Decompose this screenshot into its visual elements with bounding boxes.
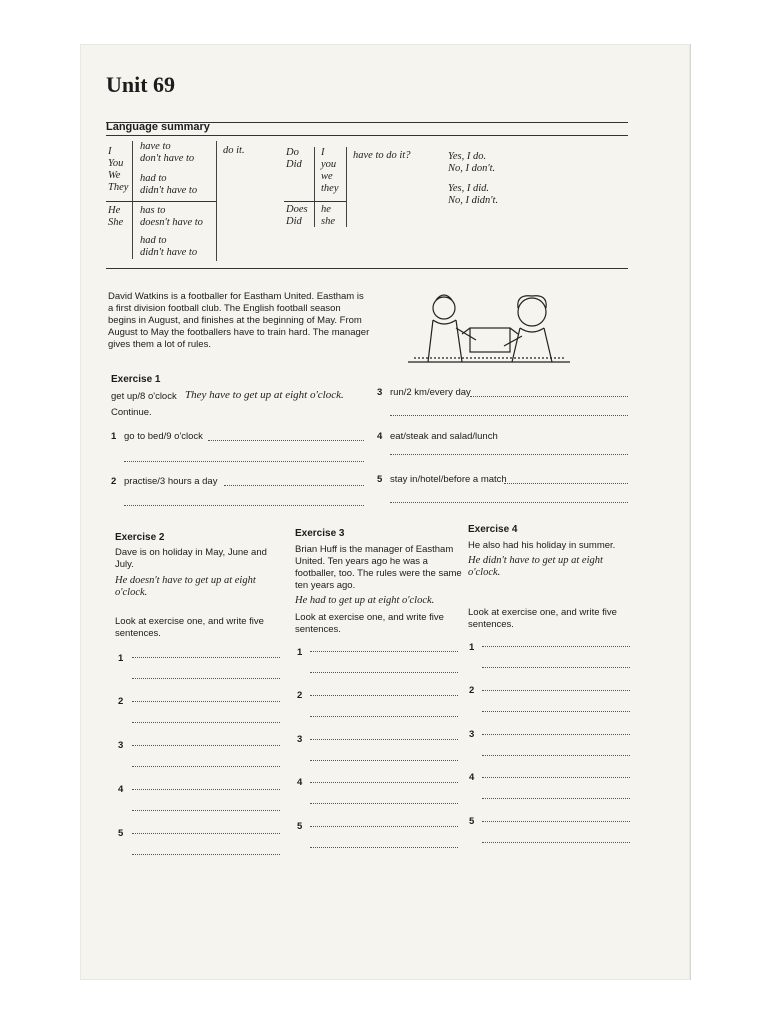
answer-line[interactable] (482, 690, 630, 691)
exercise2-text: Dave is on holiday in May, June and July. (115, 547, 267, 570)
exercise2-title: Exercise 2 (115, 532, 165, 543)
answer-line[interactable] (482, 821, 630, 822)
exercise2-number: 5 (118, 828, 124, 839)
exercise4-instruction: Look at exercise one, and write five sentences. (468, 607, 617, 630)
exercise1-item-prompt: run/2 km/every day (390, 387, 471, 398)
summary-bottom-rule (106, 268, 628, 269)
unit-title: Unit 69 (106, 72, 176, 97)
answer-line[interactable] (132, 854, 280, 855)
workbook-page (80, 44, 691, 980)
forms-past: had to didn't have to (140, 173, 198, 196)
summary-header-rule (106, 135, 628, 136)
exercise1-item-number: 5 (377, 474, 383, 485)
exercise4-text: He also had his holiday in summer. (468, 540, 616, 551)
footballers-illustration (406, 288, 572, 372)
exercise3-text: Brian Huff is the manager of Eastham United. Ten years ago he was a footballer, too. The rules were the same ten years ago. (295, 544, 462, 591)
exercise4-title: Exercise 4 (468, 524, 518, 535)
answer-line[interactable] (310, 739, 458, 740)
exercise3-number: 5 (297, 821, 303, 832)
answer-line[interactable] (310, 826, 458, 827)
intro-paragraph: David Watkins is a footballer for Eastham United. Eastham is a first division football club. The English football season begins in August, and finishes at the beginning of May. From August to May the footballers have to train hard. The manager gives them a lot of rules. (108, 291, 370, 350)
exercise2-number: 3 (118, 740, 124, 751)
grammar-divider (346, 147, 347, 227)
exercise2-number: 2 (118, 696, 124, 707)
answer-line[interactable] (224, 485, 364, 486)
answer-line[interactable] (390, 415, 628, 416)
exercise1-continue: Continue. (111, 407, 152, 418)
answer-line[interactable] (390, 454, 628, 455)
exercise4-number: 1 (469, 642, 475, 653)
answer-line[interactable] (310, 716, 458, 717)
question-pronouns-singular: he she (321, 204, 335, 227)
exercise2-number: 1 (118, 653, 124, 664)
answer-line[interactable] (208, 440, 364, 441)
exercise1-item-prompt: go to bed/9 o'clock (124, 431, 203, 442)
answer-line[interactable] (470, 396, 628, 397)
answer-line[interactable] (504, 483, 628, 484)
exercise4-number: 5 (469, 816, 475, 827)
exercise3-example: He had to get up at eight o'clock. (295, 595, 435, 606)
forms-present: have to don't have to (140, 141, 195, 164)
exercise3-title: Exercise 3 (295, 528, 345, 539)
answer-line[interactable] (132, 833, 280, 834)
answer-line[interactable] (132, 701, 280, 702)
exercise4-example: He didn't have to get up at eight o'clock. (468, 555, 603, 578)
exercise1-item-prompt: stay in/hotel/before a match (390, 474, 507, 485)
answer-line[interactable] (132, 722, 280, 723)
answer-line[interactable] (482, 798, 630, 799)
answer-line[interactable] (482, 646, 630, 647)
answer-line[interactable] (310, 651, 458, 652)
summary-mid-rule (106, 201, 216, 202)
answer-line[interactable] (482, 734, 630, 735)
answer-line[interactable] (310, 672, 458, 673)
exercise1-item-number: 1 (111, 431, 117, 442)
short-answers-past: Yes, I did. No, I didn't. (448, 183, 499, 206)
short-answers-present: Yes, I do. No, I don't. (448, 151, 496, 174)
exercise2-number: 4 (118, 784, 124, 795)
answer-line[interactable] (482, 777, 630, 778)
answer-line[interactable] (132, 678, 280, 679)
forms-present-singular: has to doesn't have to (140, 205, 203, 228)
answer-line[interactable] (310, 760, 458, 761)
answer-line[interactable] (132, 810, 280, 811)
exercise4-number: 2 (469, 685, 475, 696)
exercise4-number: 4 (469, 772, 475, 783)
answer-line[interactable] (482, 667, 630, 668)
exercise3-instruction: Look at exercise one, and write five sentences. (295, 612, 444, 635)
answer-line[interactable] (482, 755, 630, 756)
exercise3-number: 3 (297, 734, 303, 745)
verb-statement: do it. (223, 145, 245, 156)
grammar-divider (216, 141, 217, 261)
exercise1-item-number: 2 (111, 476, 117, 487)
exercise1-title: Exercise 1 (111, 374, 161, 385)
answer-line[interactable] (124, 461, 364, 462)
answer-line[interactable] (310, 782, 458, 783)
answer-line[interactable] (132, 789, 280, 790)
question-aux-singular: Does Did (286, 204, 308, 227)
exercise1-item-number: 3 (377, 387, 383, 398)
summary-top-rule (106, 122, 628, 123)
exercise1-item-prompt: eat/steak and salad/lunch (390, 431, 498, 442)
exercise1-item-number: 4 (377, 431, 383, 442)
answer-line[interactable] (310, 803, 458, 804)
answer-line[interactable] (132, 657, 280, 658)
exercise2-instruction: Look at exercise one, and write five sentences. (115, 616, 264, 639)
exercise3-number: 4 (297, 777, 303, 788)
question-pronouns: I you we they (321, 147, 339, 194)
answer-line[interactable] (310, 847, 458, 848)
exercise3-number: 2 (297, 690, 303, 701)
grammar-divider (132, 141, 133, 259)
summary-mid-rule (284, 201, 346, 202)
answer-line[interactable] (124, 505, 364, 506)
subjects-singular: He She (108, 205, 124, 228)
exercise1-example-answer: They have to get up at eight o'clock. (185, 389, 344, 401)
question-aux: Do Did (286, 147, 302, 170)
answer-line[interactable] (132, 766, 280, 767)
exercise4-number: 3 (469, 729, 475, 740)
answer-line[interactable] (132, 745, 280, 746)
exercise3-number: 1 (297, 647, 303, 658)
answer-line[interactable] (390, 502, 628, 503)
answer-line[interactable] (482, 842, 630, 843)
grammar-divider (314, 147, 315, 227)
forms-past-singular: had to didn't have to (140, 235, 198, 258)
question-verb: have to do it? (353, 150, 411, 161)
answer-line[interactable] (310, 695, 458, 696)
exercise1-example-prompt: get up/8 o'clock (111, 391, 177, 402)
language-summary-title: Language summary (106, 121, 210, 133)
answer-line[interactable] (482, 711, 630, 712)
subjects-plural: I You We They (108, 146, 129, 193)
exercise2-example: He doesn't have to get up at eight o'clock. (115, 575, 256, 598)
exercise1-item-prompt: practise/3 hours a day (124, 476, 218, 487)
